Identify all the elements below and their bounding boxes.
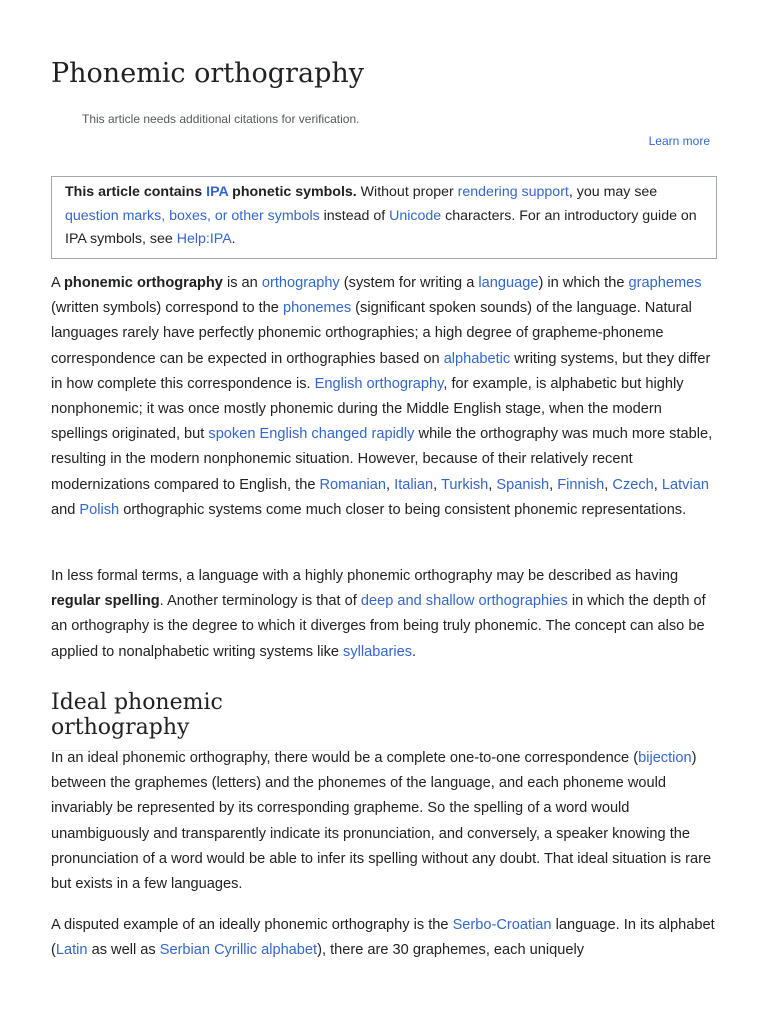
english-orthography-link[interactable]: English orthography: [314, 375, 444, 392]
separator-text: ,: [549, 476, 558, 493]
help-ipa-link[interactable]: Help:IPA: [176, 231, 232, 247]
romanian-link[interactable]: Romanian: [319, 476, 387, 493]
alphabetic-link[interactable]: alphabetic: [443, 350, 511, 367]
page-title: Phonemic orthography: [51, 58, 364, 89]
terminology-paragraph: [51, 564, 719, 665]
ipa-box-text: characters. For an introductory guide on IPA symbols, see: [65, 207, 697, 247]
serbian-cyrillic-link[interactable]: Serbian Cyrillic alphabet: [159, 942, 318, 959]
ipa-link[interactable]: IPA: [206, 184, 229, 200]
paragraph-text: while the orthography was much more stable, resulting in the modern nonphonemic situation. However, because of their relatively recent modernizations compared to English, the: [51, 426, 713, 493]
citation-notice: This article needs additional citations for verification.: [82, 112, 360, 126]
separator-text: ,: [653, 476, 662, 493]
paragraph-text: A disputed example of an ideally phonemic orthography is the: [51, 917, 453, 933]
intro-paragraph: [51, 271, 719, 523]
paragraph-text: (written symbols) correspond to the: [51, 300, 283, 317]
serbo-croatian-paragraph: [51, 913, 719, 963]
serbo-croatian-link[interactable]: Serbo-Croatian: [452, 917, 552, 933]
paragraph-text: .: [412, 643, 417, 660]
paragraph-text: in which the depth of an orthography is the degree to which it diverges from being truly phonemic. The concept can also be applied to nonalphabetic writing systems like: [51, 593, 706, 660]
paragraph-text: ) in which the: [538, 275, 629, 291]
phonemes-link[interactable]: phonemes: [282, 300, 352, 317]
separator-text: ,: [386, 476, 395, 493]
bijection-link[interactable]: bijection: [638, 750, 692, 766]
paragraph-text: writing systems, but they differ in how complete this correspondence is.: [51, 350, 711, 392]
italian-link[interactable]: Italian: [394, 476, 434, 493]
ipa-box-text: Without proper: [356, 184, 458, 200]
orthography-link[interactable]: orthography: [261, 275, 340, 291]
ipa-box-text: instead of: [319, 207, 390, 224]
paragraph-text: orthographic systems come much closer to being consistent phonemic representations.: [119, 501, 687, 518]
finnish-link[interactable]: Finnish: [557, 476, 605, 493]
paragraph-text: , for example, is alphabetic but highly nonphonemic; it was once mostly phonemic during the Middle English stage, when the modern spellings originated, but: [51, 375, 684, 443]
graphemes-link[interactable]: graphemes: [628, 275, 702, 291]
paragraph-text: as well as: [87, 942, 160, 959]
ipa-notice-box: [51, 176, 717, 259]
paragraph-text: In an ideal phonemic orthography, there would be a complete one-to-one correspondence (: [51, 750, 639, 766]
separator-text: ,: [604, 476, 613, 493]
ipa-box-text: phonetic symbols.: [228, 184, 357, 200]
paragraph-text: language. In its alphabet (: [51, 917, 715, 959]
spanish-link[interactable]: Spanish: [496, 476, 550, 493]
turkish-link[interactable]: Turkish: [440, 476, 489, 493]
spoken-english-changed-link[interactable]: spoken English changed rapidly: [208, 426, 415, 443]
latin-link[interactable]: Latin: [55, 942, 88, 959]
paragraph-text: A: [51, 275, 64, 291]
ideal-paragraph: [51, 746, 719, 897]
ipa-box-text: .: [231, 231, 236, 247]
paragraph-text: In less formal terms, a language with a highly phonemic orthography may be described as having: [51, 568, 679, 584]
paragraph-text: ) between the graphemes (letters) and the phonemes of the language, and each phoneme would invariably be represented by its corresponding grapheme. So the spelling of a word would unambiguously and transparently indicate its pronunciation, and conversely, a speaker knowing the pronunciation of a word would be able to infer its spelling without any doubt. That ideal situation is rare but exists in a few languages.: [51, 750, 712, 893]
separator-text: ,: [488, 476, 497, 493]
question-marks-link[interactable]: question marks, boxes, or other symbols: [65, 207, 320, 224]
latvian-link[interactable]: Latvian: [661, 476, 709, 493]
ipa-box-text: , you may see: [568, 184, 658, 200]
rendering-support-link[interactable]: rendering support: [457, 184, 569, 200]
syllabaries-link[interactable]: syllabaries: [343, 643, 412, 660]
polish-link[interactable]: Polish: [79, 501, 120, 518]
paragraph-text: (significant spoken sounds) of the language. Natural languages rarely have perfectly phonemic orthographies; a high degree of grapheme-phoneme correspondence can be expected in orthographies based on: [51, 300, 692, 367]
bold-term: regular spelling: [51, 593, 160, 610]
unicode-link[interactable]: Unicode: [389, 207, 442, 224]
language-link[interactable]: language: [478, 275, 539, 291]
paragraph-text: is an: [222, 275, 262, 291]
paragraph-text: . Another terminology is that of: [159, 593, 361, 610]
czech-link[interactable]: Czech: [612, 476, 654, 493]
ipa-box-text: This article contains: [65, 184, 207, 200]
bold-term: phonemic orthography: [63, 275, 223, 291]
separator-text: ,: [433, 476, 441, 493]
deep-shallow-orthographies-link[interactable]: deep and shallow orthographies: [360, 593, 568, 610]
separator-text: and: [51, 501, 80, 518]
section-heading-ideal: Ideal phonemic orthography: [51, 690, 360, 751]
paragraph-text: (system for writing a: [339, 275, 479, 291]
ipa-box-bold-text: [65, 184, 357, 200]
paragraph-text: ), there are 30 graphemes, each uniquely: [317, 942, 584, 959]
learn-more-link[interactable]: Learn more: [648, 134, 710, 148]
